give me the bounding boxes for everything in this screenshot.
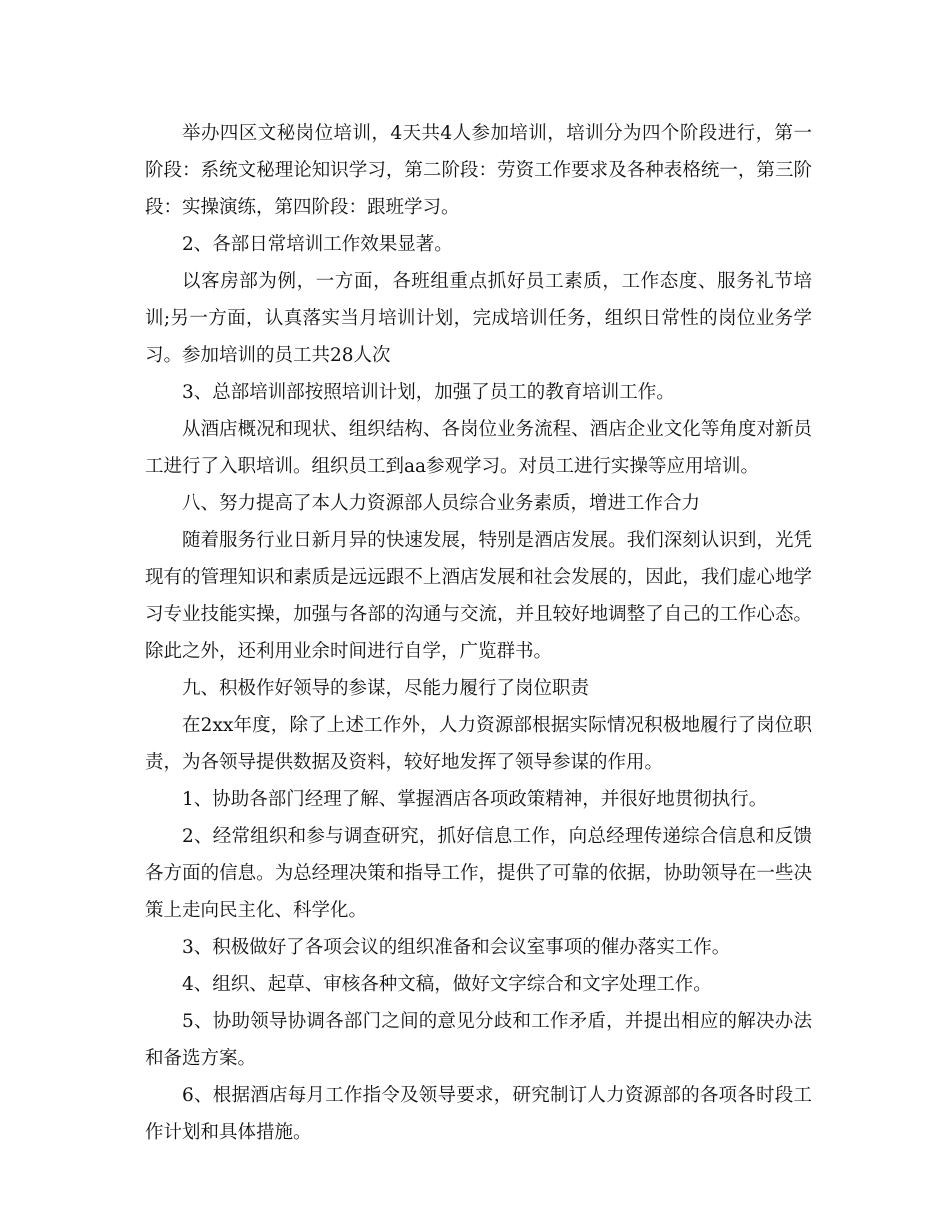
paragraph-training-four-districts: 举办四区文秘岗位培训，4天共4人参加培训，培训分为四个阶段进行，第一阶段：系统文秘理论知识学习，第二阶段：劳资工作要求及各种表格统一，第三阶段：实操演练，第四阶段：跟班学习。: [145, 123, 812, 218]
paragraph-item-6: 6、根据酒店每月工作指令及领导要求，研究制订人力资源部的各项各时段工作计划和具体措施。: [145, 1085, 812, 1143]
paragraph-section-nine-heading: 九、积极作好领导的参谋，尽能力履行了岗位职责: [182, 678, 590, 699]
paragraph-annual-duties: 在2xx年度，除了上述工作外，人力资源部根据实际情况积极地履行了岗位职责，为各领导提供数据及资料，较好地发挥了领导参谋的作用。: [145, 715, 812, 773]
paragraph-item-1: 1、协助各部门经理了解、掌握酒店各项政策精神，并很好地贯彻执行。: [182, 789, 768, 810]
paragraph-housekeeping-example: 以客房部为例，一方面，各班组重点抓好员工素质，工作态度、服务礼节培训;另一方面，认真落实当月培训计划，完成培训任务，组织日常性的岗位业务学习。参加培训的员工共28人次: [145, 271, 812, 366]
paragraph-item-2: 2、经常组织和参与调查研究，抓好信息工作，向总经理传递综合信息和反馈各方面的信息。为总经理决策和指导工作，提供了可靠的依据，协助领导在一些决策上走向民主化、科学化。: [145, 826, 812, 921]
paragraph-item-3: 3、积极做好了各项会议的组织准备和会议室事项的催办落实工作。: [182, 937, 731, 958]
paragraph-heading-daily-training: 2、各部日常培训工作效果显著。: [182, 234, 453, 255]
document-body: [145, 115, 812, 1151]
paragraph-item-4: 4、组织、起草、审核各种文稿，做好文字综合和文字处理工作。: [182, 974, 712, 995]
paragraph-onboarding-training: 从酒店概况和现状、组织结构、各岗位业务流程、酒店企业文化等角度对新员工进行了入职培训。组织员工到aa参观学习。对员工进行实操等应用培训。: [145, 419, 812, 477]
paragraph-item-5: 5、协助领导协调各部门之间的意见分歧和工作矛盾，并提出相应的解决办法和备选方案。: [145, 1011, 812, 1069]
paragraph-section-eight-heading: 八、努力提高了本人力资源部人员综合业务素质，增进工作合力: [182, 493, 701, 514]
paragraph-self-study: 随着服务行业日新月异的快速发展，特别是酒店发展。我们深刻认识到，光凭现有的管理知识和素质是远远跟不上酒店发展和社会发展的，因此，我们虚心地学习专业技能实操，加强与各部的沟通与交流，并且较好地调整了自己的工作心态。除此之外，还利用业余时间进行自学，广览群书。: [145, 530, 812, 662]
paragraph-heading-hq-training: 3、总部培训部按照培训计划，加强了员工的教育培训工作。: [182, 382, 675, 403]
